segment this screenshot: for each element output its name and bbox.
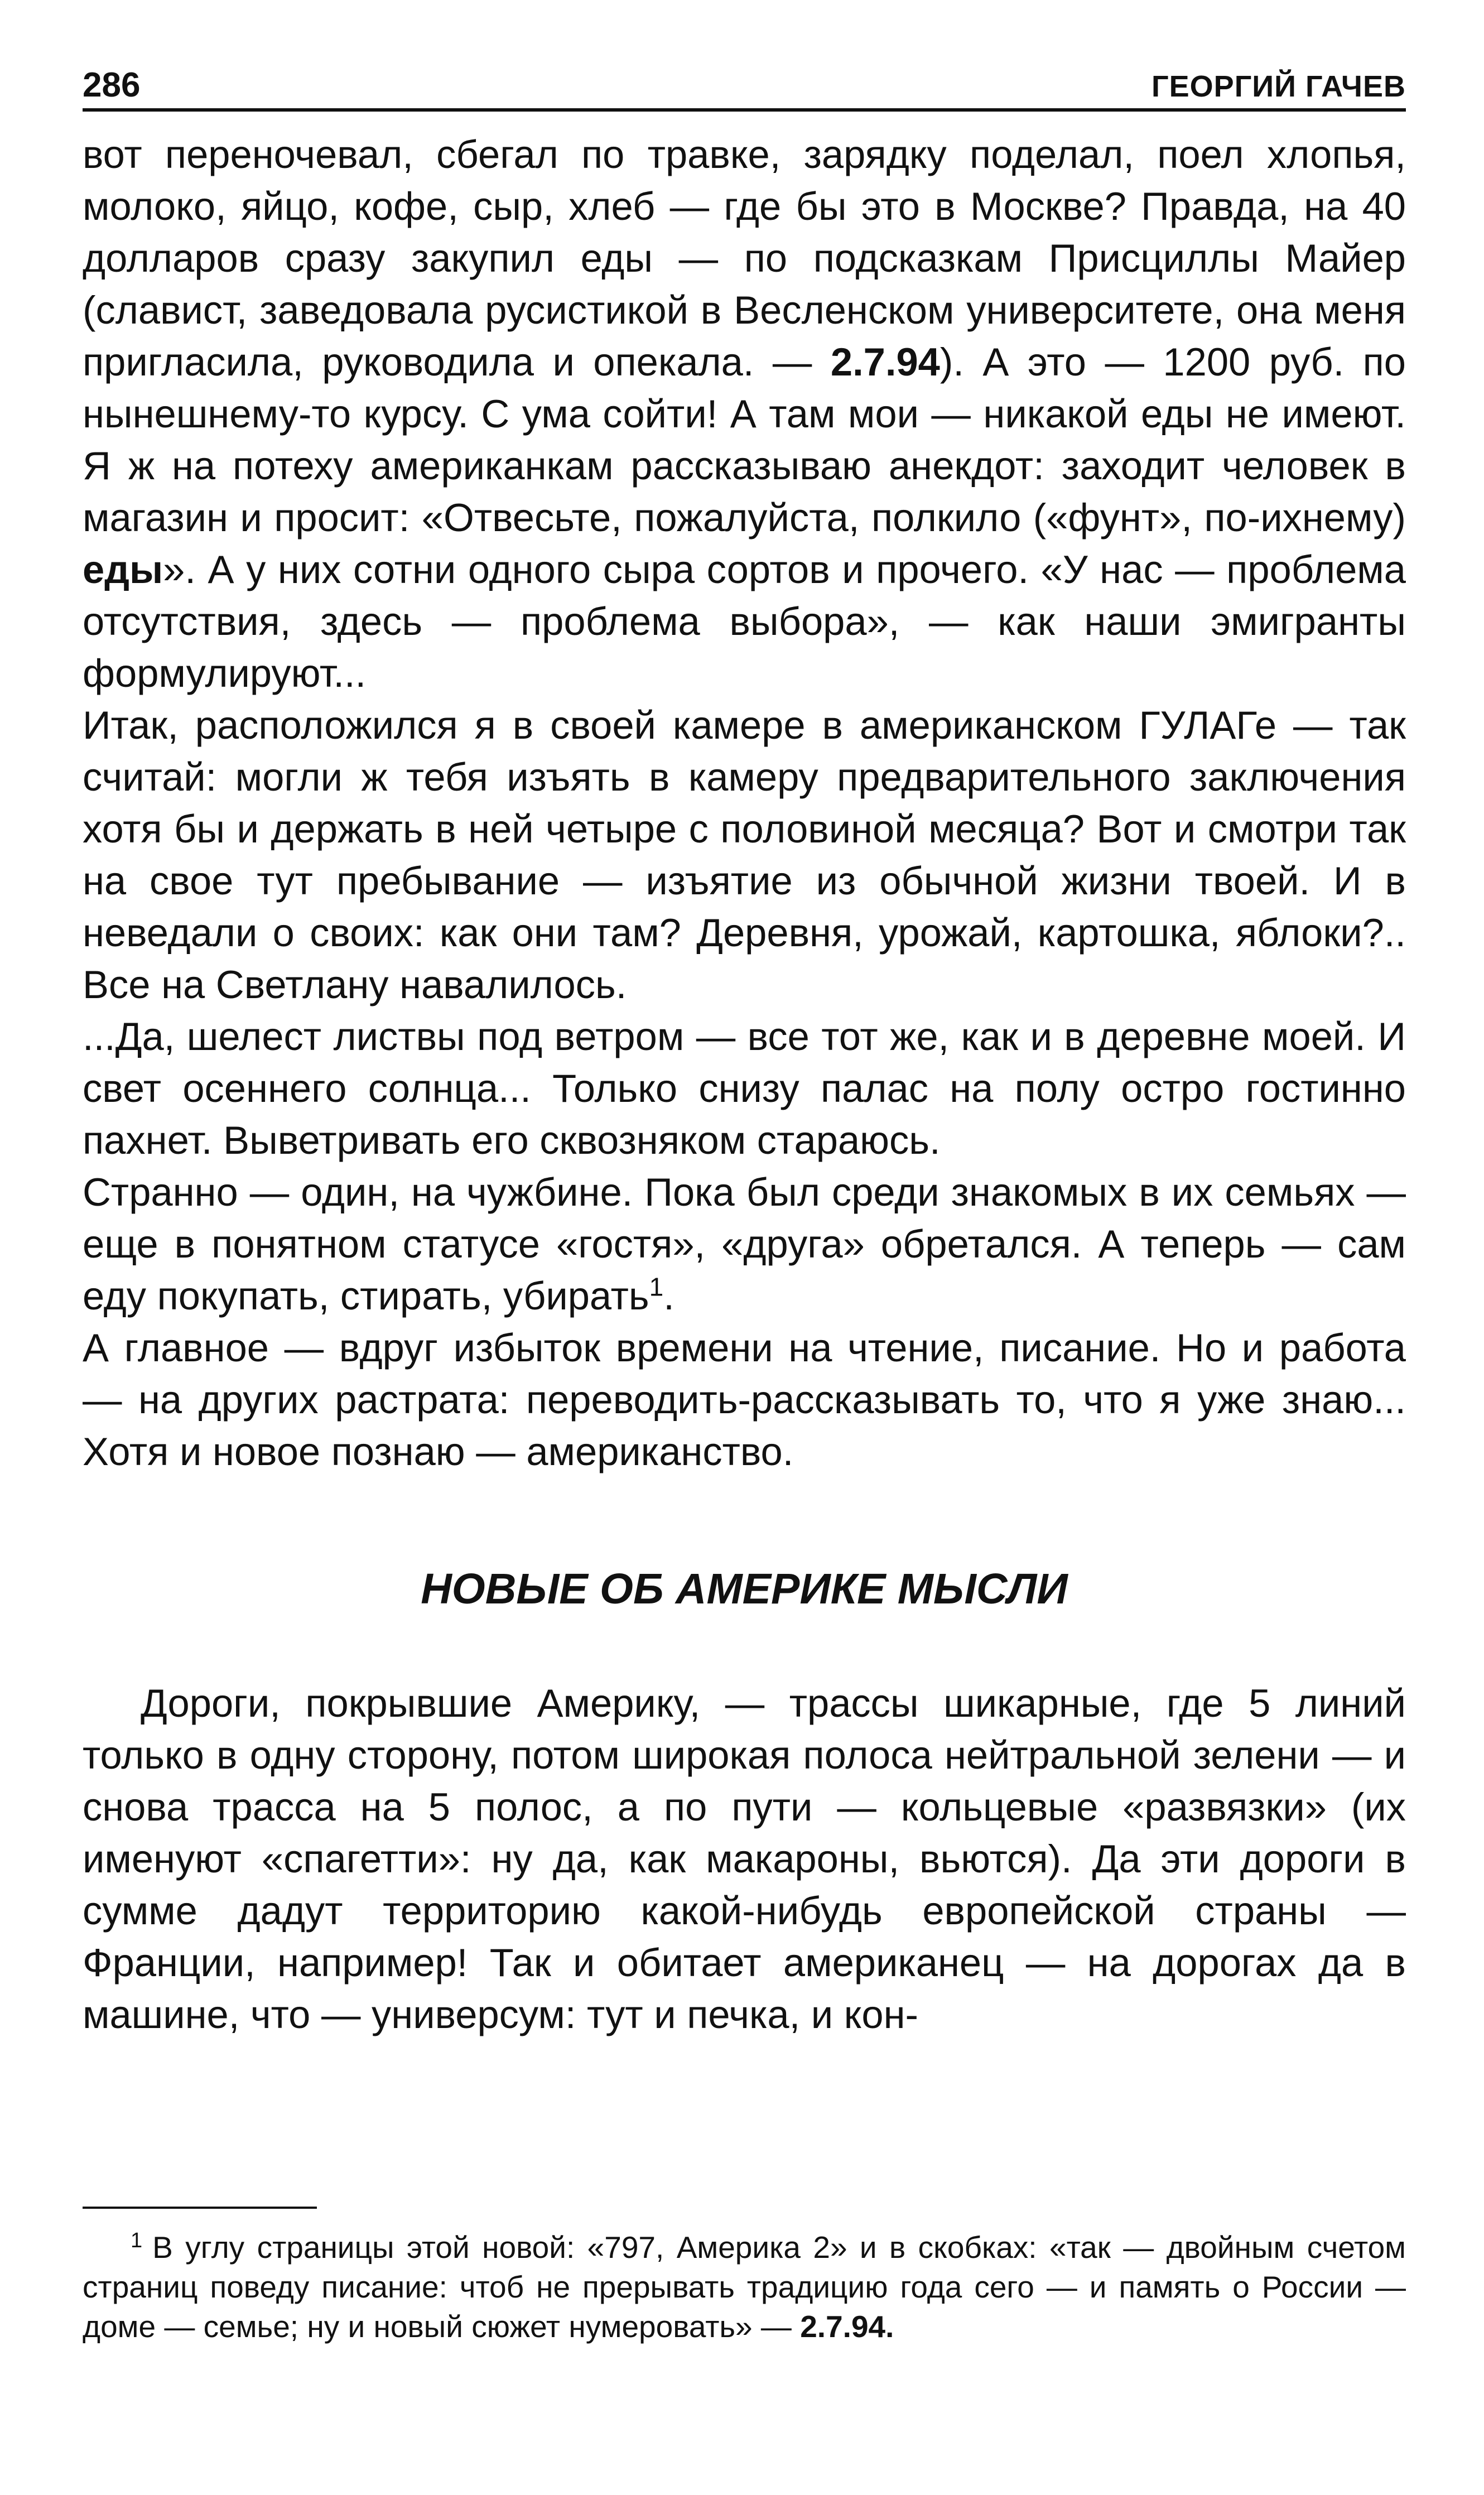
header-rule [83,108,1406,112]
paragraph-1-text-a: вот переночевал, сбегал по травке, зарядку поделал, поел хлопья, молоко, яйцо, кофе, сыр, хлеб — где бы это в Москве? Правда, на 40 долларов сразу закупил еды — по подсказкам Присциллы Майер (славист, заведовала русистикой в Весленском университете, она меня пригласила, руководила и опекала. — [83,132,1406,384]
footnote-reference: 1 [649,1272,664,1302]
footnote-text: В углу страницы этой новой: «797, Америка 2» и в скобках: «так — двойным счетом страниц поведу писание: чтоб не прерывать традицию года сего — и память о России — доме — семье; ну и новый сюжет нумеровать» — [83,2230,1406,2344]
paragraph-1-bold-word: еды [83,547,163,591]
paragraph-5: А главное — вдруг избыток времени на чтение, писание. Но и работа — на других растрата: переводить-рассказывать то, что я уже знаю... Хотя и новое познаю — американство. [83,1326,1406,1473]
paragraph-6: Дороги, покрывшие Америку, — трассы шикарные, где 5 линий только в одну сторону, потом широкая полоса нейтральной зелени — и снова трасса на 5 полос, а по пути — кольцевые «развязки» (их именуют «спагетти»: ну да, как макароны, вьются). Да эти дороги в сумме дадут территорию какой-нибудь европейской страны — Франции, например! Так и обитает американец — на дорогах да в машине, что — универсум: тут и печка, и кон- [83,1681,1406,2036]
footnote [83,2228,1406,2347]
section-heading: НОВЫЕ ОБ АМЕРИКЕ МЫСЛИ [421,1565,1068,1613]
paragraph-1-text-c: ». А у них сотни одного сыра сортов и прочего. «У нас — проблема отсутствия, здесь — проблема выбора», — как наши эмигранты формулируют... [83,547,1406,695]
page-header [83,66,1406,105]
main-text [83,128,1406,2040]
paragraph-4-text: Странно — один, на чужбине. Пока был среди знакомых в их семьях — еще в понятном статусе «гостя», «друга» обретался. А теперь — сам еду покупать, стирать, убирать [83,1170,1406,1318]
footnote-rule [83,2207,317,2209]
paragraph-3: ...Да, шелест листвы под ветром — все тот же, как и в деревне моей. И свет осеннего солнца... Только снизу палас на полу остро гостинно пахнет. Выветривать его сквозняком стараюсь. [83,1014,1406,1162]
paragraph-1-date: 2.7.94 [830,340,940,384]
page-number: 286 [83,66,141,104]
paragraph-2: Итак, расположился я в своей камере в американском ГУЛАГе — так считай: могли ж тебя изъять в камеру предварительного заключения хотя бы и держать в ней четыре с половиной месяца? Вот и смотри так на свое тут пребывание — изъятие из обычной жизни твоей. И в неведали о своих: как они там? Деревня, урожай, картошка, яблоки?.. Все на Светлану навалилось. [83,703,1406,1006]
paragraph-1-text-b: ). А это — 1200 руб. по нынешнему-то курсу. С ума сойти! А там мои — никакой еды не имеют. Я ж на потеху американкам рассказываю анекдот: заходит человек в магазин и просит: «Отвесьте, пожалуйста, полкило («фунт», по-ихнему) [83,340,1406,540]
footnote-date: 2.7.94. [800,2309,894,2344]
paragraph-1 [83,128,1406,699]
footnote-mark: 1 [131,2228,143,2252]
paragraph-4 [83,1166,1406,1322]
running-head: ГЕОРГИЙ ГАЧЕВ [1151,70,1406,103]
paragraph-4-end: . [663,1274,674,1318]
